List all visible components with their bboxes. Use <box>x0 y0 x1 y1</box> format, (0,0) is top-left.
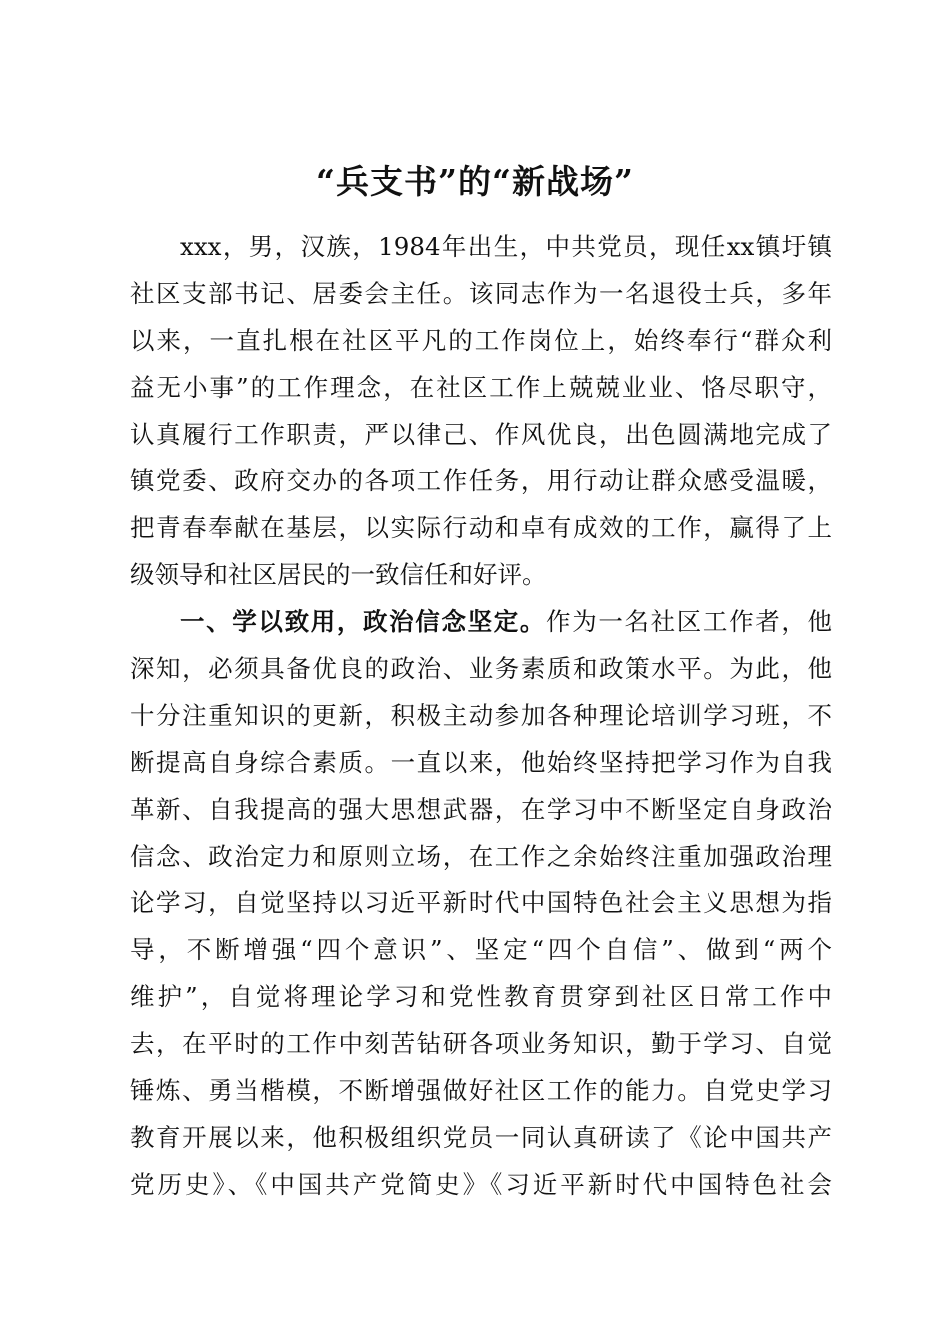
text-line: 把青春奉献在基层，以实际行动和卓有成效的工作，赢得了上 <box>130 513 832 543</box>
text-line: 教育开展以来，他积极组织党员一同认真研读了《论中国共产 <box>130 1122 832 1152</box>
text-line: 级领导和社区居民的一致信任和好评。 <box>130 560 547 590</box>
text-line: 维护”，自觉将理论学习和党性教育贯穿到社区日常工作中 <box>130 982 832 1012</box>
document-title: “兵支书”的“新战场” <box>316 162 634 201</box>
text-line: 十分注重知识的更新，积极主动参加各种理论培训学习班，不 <box>130 700 832 730</box>
text-line: 深知，必须具备优良的政治、业务素质和政策水平。为此，他 <box>130 654 832 684</box>
document-body <box>130 224 832 1209</box>
section-first-line-text: 作为一名社区工作者，他 <box>546 607 833 637</box>
paragraph-section-1 <box>130 599 832 1209</box>
section-heading: 一、学以致用，政治信念坚定。 <box>180 607 547 637</box>
text-line: 信念、政治定力和原则立场，在工作之余始终注重加强政治理 <box>130 841 832 871</box>
text-line: 革新、自我提高的强大思想武器，在学习中不断坚定自身政治 <box>130 794 832 824</box>
paragraph-intro <box>130 224 832 599</box>
section-first-line <box>130 599 832 646</box>
text-line: 论学习，自觉坚持以习近平新时代中国特色社会主义思想为指 <box>130 888 832 918</box>
text-line: 认真履行工作职责，严以律己、作风优良，出色圆满地完成了 <box>130 419 832 449</box>
text-line: 镇党委、政府交办的各项工作任务，用行动让群众感受温暖， <box>130 466 832 496</box>
text-line: 锤炼、勇当楷模，不断增强做好社区工作的能力。自党史学习 <box>130 1076 832 1106</box>
text-line: 导，不断增强“四个意识”、坚定“四个自信”、做到“两个 <box>130 935 832 965</box>
text-line: 以来，一直扎根在社区平凡的工作岗位上，始终奉行“群众利 <box>130 325 832 355</box>
text-line: 断提高自身综合素质。一直以来，他始终坚持把学习作为自我 <box>130 747 832 777</box>
text-line: xxx，男，汉族，1984年出生，中共党员，现任xx镇圩镇 <box>180 232 832 261</box>
text-line: 益无小事”的工作理念，在社区工作上兢兢业业、恪尽职守， <box>130 372 832 402</box>
text-line: 社区支部书记、居委会主任。该同志作为一名退役士兵，多年 <box>130 278 832 308</box>
text-line: 党历史》、《中国共产党简史》《习近平新时代中国特色社会 <box>130 1169 832 1199</box>
text-line: 去，在平时的工作中刻苦钻研各项业务知识，勤于学习、自觉 <box>130 1029 832 1059</box>
